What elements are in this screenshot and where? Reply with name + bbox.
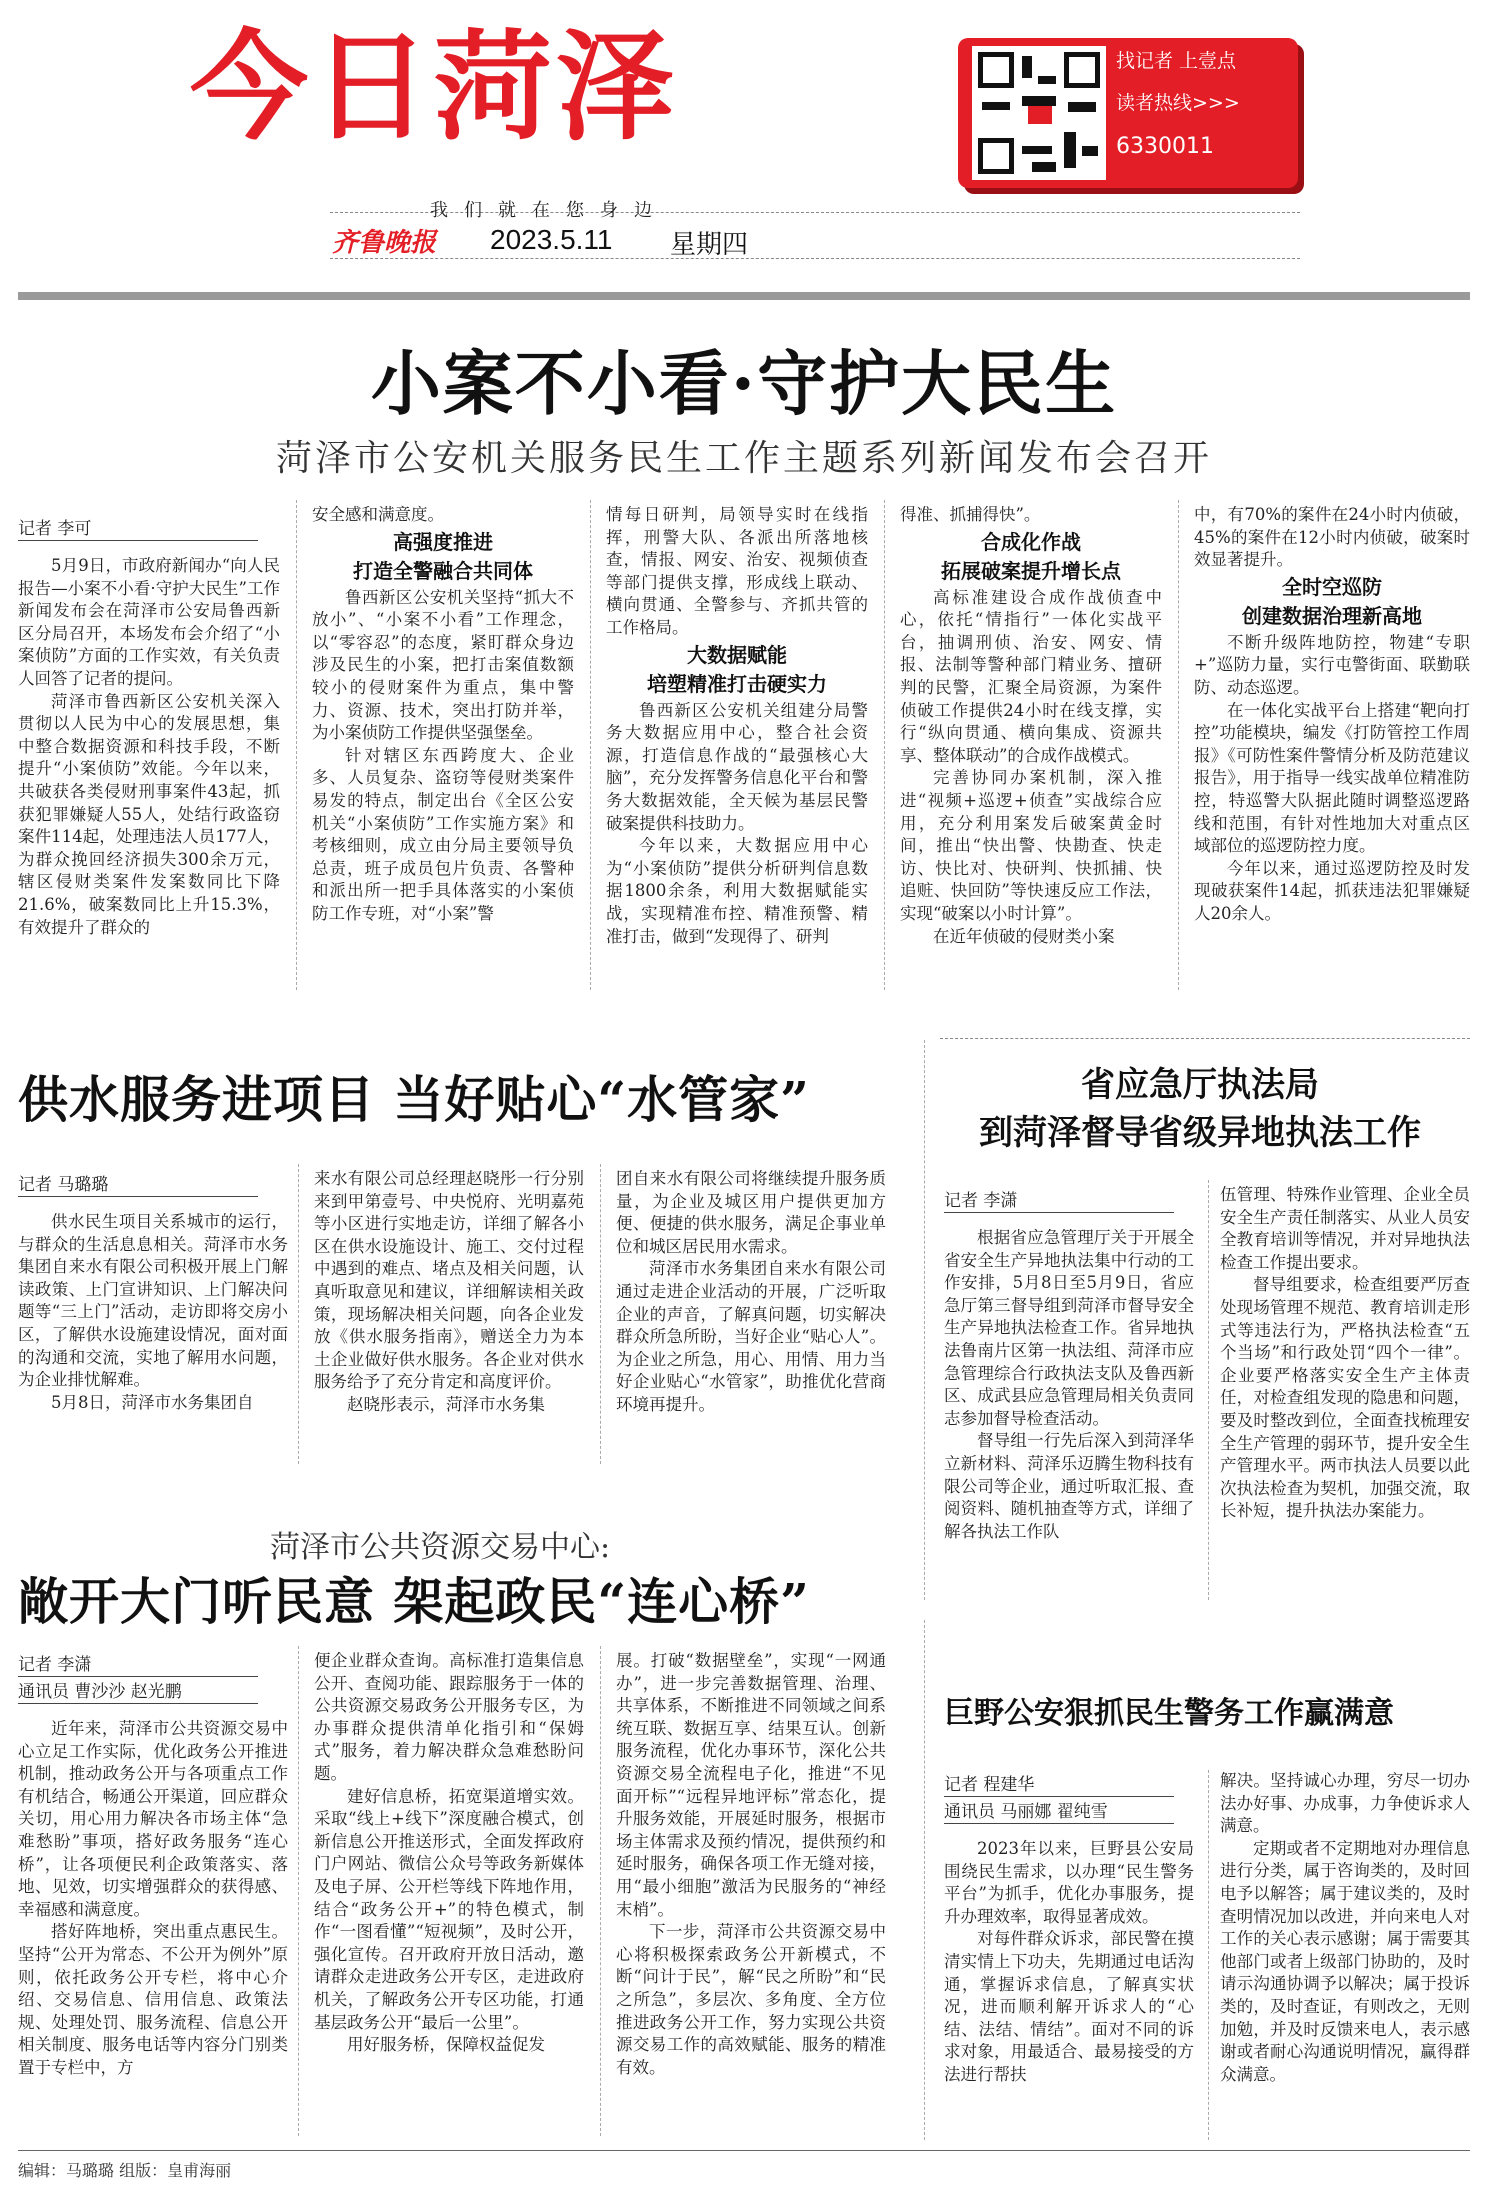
column-rule — [1178, 500, 1179, 990]
article-column — [1220, 1184, 1470, 1523]
paragraph: 鲁西新区公安机关坚持“抓大不放小”、“小案不小看”工作理念，以“零容忍”的态度，紧盯群众身边涉及民生的小案，把打击案值数额较小的侵财案件为重点，集中警力、资源、技术，突出打防并举，为小案侦防工作提供坚强堡垒。 — [312, 587, 574, 743]
contact-line2: 读者热线>>> — [1116, 92, 1240, 114]
paragraph: 来水有限公司总经理赵晓彤一行分别来到甲第壹号、中央悦府、光明嘉苑等小区进行实地走访，详细了解各小区在供水设施设计、施工、交付过程中遇到的难点、堵点及相关问题，认真听取意见和建议，详细解读相关政策，现场解决相关问题，向各企业发放《供水服务指南》，赠送全力为本土企业做好供水服务。各企业对供水服务给予了充分肯定和高度评价。 — [314, 1169, 584, 1392]
paragraph: 对每件群众诉求，部民警在摸清实情上下功夫，先期通过电话沟通，掌握诉求信息，了解真实状况，进而顺利解开诉求人的“心结、法结、情结”。面对不同的诉求对象，用最适合、最易接受的方法进行帮扶 — [944, 1929, 1194, 2084]
section-heading: 培塑精准打击硬实力 — [647, 671, 827, 696]
article-column — [900, 504, 1162, 948]
article-column — [314, 1650, 584, 2057]
paragraph: 今年以来，大数据应用中心为“小案侦防”提供分析研判信息数据1800余条，利用大数据赋能实战，实现精准布控、精准预警、精准打击，做到“发现得了、研判 — [606, 836, 868, 946]
kicker: 菏泽市公共资源交易中心: — [270, 1530, 611, 1565]
paragraph: 针对辖区东西跨度大、企业多、人员复杂、盗窃等侵财类案件易发的特点，制定出台《全区公安机关“小案侦防”工作实施方案》和考核细则，成立由分局主要领导负总责，班子成员包片负责、各警种和派出所一把手具体落实的小案侦防工作专班，对“小案”警 — [312, 745, 574, 923]
article-column — [616, 1650, 886, 2079]
column-rule — [298, 1164, 299, 1464]
paragraph: 下一步，菏泽市公共资源交易中心将积极探索政务公开新模式，不断“问计于民”，解“民之所盼”和“民之所急”，多层次、多角度、全方位推进政务公开工作，努力实现公共资源交易工作的高效赋能、服务的精准有效。 — [616, 1922, 886, 2077]
column-rule — [600, 1646, 601, 2136]
paragraph: 在近年侦破的侵财类小案 — [933, 926, 1115, 946]
article-column — [18, 1650, 288, 2080]
byline: 记者 程建华 — [944, 1770, 1174, 1797]
byline: 记者 李潇 — [18, 1650, 258, 1677]
paragraph: 根据省应急管理厅关于开展全省安全生产异地执法集中行动的工作安排，5月8日至5月9日，省应急厅第三督导组到菏泽市督导安全生产异地执法检查工作。省异地执法鲁南片区第一执法组、菏泽市应急管理综合行政执法支队及鲁西新区、成武县应急管理局相关负责同志参加督导检查活动。 — [944, 1228, 1194, 1428]
divider — [18, 2150, 1470, 2151]
paragraph: 便企业群众查询。高标准打造集信息公开、查阅功能、跟踪服务于一体的公共资源交易政务公开服务专区，为办事群众提供清单化指引和“保姆式”服务，着力解决群众急难愁盼问题。 — [314, 1651, 584, 1783]
paragraph: 伍管理、特殊作业管理、企业全员安全生产责任制落实、从业人员安全教育培训等情况，并对异地执法检查工作提出要求。 — [1220, 1185, 1470, 1272]
article-column — [18, 1170, 288, 1414]
article-column — [944, 1186, 1194, 1543]
column-rule — [296, 500, 297, 990]
paragraph: 5月8日，菏泽市水务集团自 — [51, 1392, 254, 1412]
header-bar — [18, 292, 1470, 300]
paragraph: 供水民生项目关系城市的运行，与群众的生活息息相关。菏泽市水务集团自来水有限公司积极开展上门解读政策、上门宣讲知识、上门解决问题等“三上门”活动，走访即将交房小区，了解供水设施建设情况，面对面的沟通和交流，实地了解用水问题，为企业排忧解难。 — [18, 1212, 288, 1390]
divider — [330, 258, 1300, 259]
byline: 记者 李可 — [18, 514, 258, 541]
paragraph: 团自来水有限公司将继续提升服务质量，为企业及城区用户提供更加方便、便捷的供水服务，满足企事业单位和城区居民用水需求。 — [616, 1169, 886, 1256]
paragraph: 完善协同办案机制，深入推进“视频+巡逻+侦查”实战综合应用，充分利用案发后破案黄金时间，推出“快出警、快勘查、快走访、快比对、快研判、快抓捕、快追赃、快回防”等快速反应工作法，实现“破案以小时计算”。 — [900, 768, 1162, 923]
section-heading: 全时空巡防 — [1282, 574, 1382, 599]
section-heading: 高强度推进 — [393, 529, 493, 554]
headline-water: 供水服务进项目 当好贴心“水管家” — [18, 1070, 810, 1129]
issue-weekday: 星期四 — [670, 230, 749, 260]
article-column — [314, 1168, 584, 1417]
article-column — [606, 504, 868, 948]
paragraph: 今年以来，通过巡逻防控及时发现破获案件14起，抓获违法犯罪嫌疑人20余人。 — [1194, 858, 1470, 923]
paragraph: 菏泽市水务集团自来水有限公司通过走进企业活动的开展，广泛听取企业的声音，了解真问题，切实解决群众所急所盼，当好企业“贴心人”。为企业之所急，用心、用情、用力当好企业贴心“水管家”，助推优化营商环境再提升。 — [616, 1259, 886, 1414]
paragraph: 得准、抓捕得快”。 — [900, 505, 1041, 524]
column-rule — [1208, 1770, 1209, 2140]
subheadline-main: 菏泽市公安机关服务民生工作主题系列新闻发布会召开 — [275, 438, 1212, 479]
article-column — [18, 514, 280, 939]
slogan: 我们就在您身边 — [430, 200, 668, 221]
paragraph: 督导组一行先后深入到菏泽华立新材料、菏泽乐迈腾生物科技有限公司等企业，通过听取汇报、查阅资料、随机抽查等方式，详细了解各执法工作队 — [944, 1431, 1194, 1541]
column-rule — [924, 1620, 925, 2140]
article-column — [1194, 504, 1470, 926]
article-column — [616, 1168, 886, 1417]
column-rule — [884, 500, 885, 990]
section-heading: 合成化作战 — [981, 529, 1081, 554]
paragraph: 在一体化实战平台上搭建“靶向打控”功能模块，编发《打防管控工作周报》《可防性案件警情分析及防范建议报告》，用于指导一线实战单位精准防控，特巡警大队据此随时调整巡逻路线和范围，有针对性地加大对重点区域部位的巡逻防控力度。 — [1194, 700, 1470, 856]
divider — [940, 1038, 1470, 1039]
paragraph: 菏泽市鲁西新区公安机关深入贯彻以人民为中心的发展思想，集中整合数据资源和科技手段，不断提升“小案侦防”效能。今年以来，共破获各类侵财刑事案件43起，抓获犯罪嫌疑人55人，处结行政盗窃案件114起，处理违法人员177人，为群众挽回经济损失300余万元，辖区侵财类案件发案数同比下降21.6%，破案数同比上升15.3%，有效提升了群众的 — [18, 691, 280, 937]
byline: 记者 李潇 — [944, 1186, 1174, 1213]
paragraph: 督导组要求，检查组要严厉查处现场管理不规范、教育培训走形式等违法行为，严格执法检查“五个当场”和行政处罚“四个一律”。企业要严格落实安全生产主体责任，对检查组发现的隐患和问题，要及时整改到位，全面查找梳理安全生产管理的弱环节，提升安全生产管理水平。两市执法人员要以此次执法检查为契机，加强交流，取长补短，提升执法办案能力。 — [1220, 1275, 1470, 1521]
paragraph: 近年来，菏泽市公共资源交易中心立足工作实际，优化政务公开推进机制，推动政务公开与各项重点工作有机结合，畅通公开渠道，回应群众关切，用心用力解决各市场主体“急难愁盼”事项，搭好政务服务“连心桥”，让各项便民利企政策落实、落地、见效，切实增强群众的获得感、幸福感和满意度。 — [18, 1719, 288, 1919]
section-heading: 大数据赋能 — [687, 642, 787, 667]
qr-code-icon — [972, 46, 1106, 180]
paragraph: 2023年以来，巨野县公安局围绕民生需求，以办理“民生警务平台”为抓手，优化办事服务，提升办理效率，取得显著成效。 — [944, 1839, 1194, 1926]
byline: 记者 马璐璐 — [18, 1170, 258, 1197]
paragraph: 5月9日，市政府新闻办“向人民报告—小案不小看·守护大民生”工作新闻发布会在菏泽市公安局鲁西新区分局召开，本场发布会介绍了“小案侦防”方面的工作实效，有关负责人回答了记者的提问。 — [18, 556, 280, 688]
section-heading: 创建数据治理新高地 — [1242, 603, 1422, 628]
headline-juye: 巨野公安狠抓民生警务工作赢满意 — [944, 1696, 1394, 1731]
issue-date: 2023.5.11 — [490, 224, 613, 255]
paragraph: 赵晓彤表示，菏泽市水务集 — [347, 1394, 545, 1414]
headline-emergency-line2: 到菏泽督导省级异地执法工作 — [979, 1113, 1421, 1153]
column-rule — [600, 1164, 601, 1464]
paragraph: 鲁西新区公安机关组建分局警务大数据应用中心，整合社会资源，打造信息作战的“最强核心大脑”，充分发挥警务信息化平台和警务大数据效能，全天候为基层民警破案提供科技助力。 — [606, 700, 868, 833]
paragraph: 安全感和满意度。 — [312, 505, 444, 524]
article-column — [1220, 1770, 1470, 2086]
section-heading: 拓展破案提升增长点 — [941, 558, 1121, 583]
paragraph: 用好服务桥，保障权益促发 — [347, 2035, 545, 2055]
paragraph: 高标准建设合成作战侦查中心，依托“情指行”一体化实战平台，抽调刑侦、治安、网安、情报、法制等警种部门精业务、擅研判的民警，汇聚全局资源，为案件侦破工作提供24小时在线支撑，实行“纵向贯通、横向集成、资源共享、整体联动”的合成作战模式。 — [900, 587, 1162, 765]
paragraph: 搭好阵地桥，突出重点惠民生。坚持“公开为常态、不公开为例外”原则，依托政务公开专栏，将中心介绍、交易信息、信用信息、政策法规、处理处罚、服务流程、信息公开相关制度、服务电话等内容分门别类置于专栏中，方 — [18, 1922, 288, 2077]
paragraph: 定期或者不定期地对办理信息进行分类，属于咨询类的，及时回电予以解答；属于建议类的，及时查明情况加以改进，并向来电人对工作的关心表示感谢；属于需要其他部门或者上级部门协助的，及时请示沟通协调予以解决；属于投诉类的，及时查证，有则改之，无则加勉，并及时反馈来电人，表示感谢或者耐心沟通说明情况，赢得群众满意。 — [1220, 1838, 1470, 2084]
headline-main: 小案不小看·守护大民生 — [370, 342, 1118, 425]
paragraph: 不断升级阵地防控，物建“专职+”巡防力量，实行屯警街面、联勤联防、动态巡逻。 — [1194, 632, 1470, 697]
masthead-title: 今日菏泽 — [190, 18, 679, 156]
column-rule — [298, 1646, 299, 2136]
byline: 通讯员 马丽娜 翟纯雪 — [944, 1797, 1174, 1824]
article-column — [312, 504, 574, 926]
article-column — [944, 1770, 1194, 2087]
column-rule — [1208, 1180, 1209, 1600]
headline-emergency: 省应急厅执法局 — [1081, 1065, 1319, 1105]
contact-line1: 找记者 上壹点 — [1116, 50, 1237, 72]
paragraph: 解决。坚持诚心办理，穷尽一切办法办好事、办成事，力争使诉求人满意。 — [1220, 1771, 1470, 1836]
section-heading: 打造全警融合共同体 — [353, 558, 533, 583]
headline-exchange: 敞开大门听民意 架起政民“连心桥” — [18, 1572, 810, 1631]
contact-phone: 6330011 — [1116, 134, 1214, 159]
footer-credits: 编辑：马璐璐 组版：皇甫海丽 — [18, 2161, 232, 2180]
brand-logo: 齐鲁晚报 — [332, 228, 437, 258]
paragraph: 展。打破“数据壁垒”，实现“一网通办”，进一步完善数据管理、治理、共享体系，不断推进不同领域之间系统互联、数据互享、结果互认。创新服务流程，优化办事环节，深化公共资源交易全流程电子化，推进“不见面开标”“远程异地评标”常态化，提升服务效能，开展延时服务，根据市场主体需求及预约情况，提供预约和延时服务，确保各项工作无缝对接，用“最小细胞”激活为民服务的“神经末梢”。 — [616, 1651, 886, 1919]
paragraph: 情每日研判，局领导实时在线指挥，刑警大队、各派出所落地核查，情报、网安、治安、视频侦查等部门提供支撑，形成线上联动、横向贯通、全警参与、齐抓共管的工作格局。 — [606, 505, 868, 637]
column-rule — [924, 1040, 925, 1600]
paragraph: 中，有70%的案件在24小时内侦破，45%的案件在12小时内侦破，破案时效显著提升。 — [1194, 505, 1470, 570]
byline: 通讯员 曹沙沙 赵光鹏 — [18, 1677, 258, 1704]
paragraph: 建好信息桥，拓宽渠道增实效。采取“线上+线下”深度融合模式，创新信息公开推送形式，全面发挥政府门户网站、微信公众号等政务新媒体及电子屏、公开栏等线下阵地作用，结合“政务公开+”的特色模式，制作“一图看懂”“短视频”，及时公开，强化宣传。召开政府开放日活动，邀请群众走进政务公开专区，走进政府机关，了解政务公开专区功能，打通基层政务公开“最后一公里”。 — [314, 1786, 584, 2032]
column-rule — [590, 500, 591, 990]
